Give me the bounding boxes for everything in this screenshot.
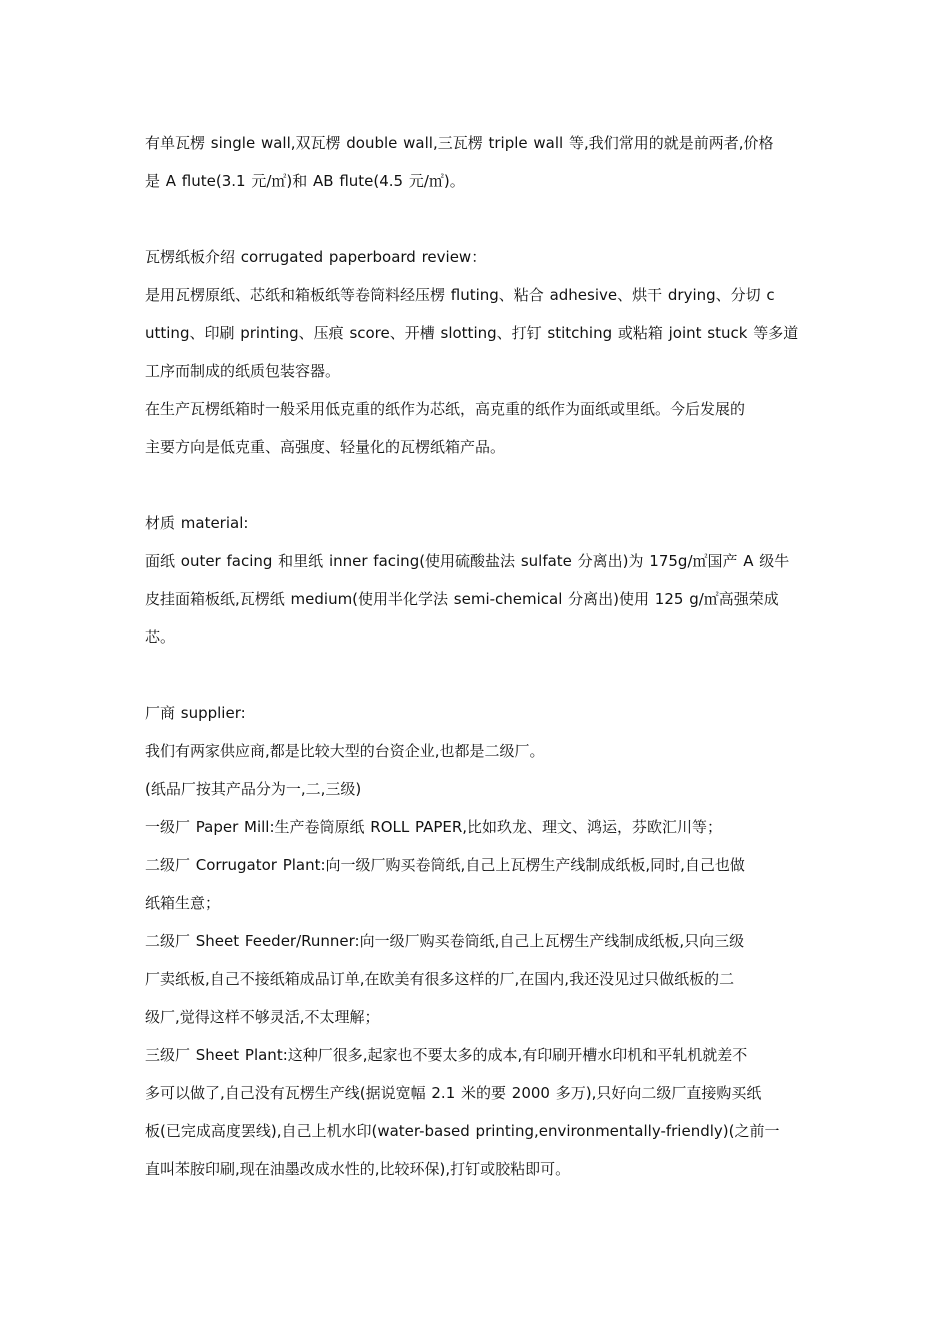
document-page [145,124,810,1188]
text-line: 芯。 [145,628,176,646]
material-section [145,504,810,656]
text-line: 二级厂 Corrugator Plant:向一级厂购买卷筒纸,自己上瓦楞生产线制成纸板,同时,自己也做 [145,856,745,874]
blank-line [145,200,810,238]
section-heading: 厂商 supplier: [145,704,246,722]
review-section [145,238,810,466]
text-line: 在生产瓦楞纸箱时一般采用低克重的纸作为芯纸，高克重的纸作为面纸或里纸。今后发展的 [145,400,746,418]
text-line: 皮挂面箱板纸,瓦楞纸 medium(使用半化学法 semi-chemical 分离出)使用 125 g/㎡高强荣成 [145,590,779,608]
supplier-section [145,694,810,1188]
text-line: 二级厂 Sheet Feeder/Runner:向一级厂购买卷筒纸,自己上瓦楞生产线制成纸板,只向三级 [145,932,745,950]
blank-line [145,466,810,504]
section-heading: 材质 material: [145,514,249,532]
text-line: 面纸 outer facing 和里纸 inner facing(使用硫酸盐法 sulfate 分离出)为 175g/㎡国产 A 级牛 [145,552,790,570]
text-line: 一级厂 Paper Mill:生产卷筒原纸 ROLL PAPER,比如玖龙、理文、鸿运，芬欧汇川等； [145,818,723,836]
text-line: 多可以做了,自己没有瓦楞生产线(据说宽幅 2.1 米的要 2000 多万),只好向二级厂直接购买纸 [145,1084,762,1102]
intro-paragraph [145,124,810,200]
text-line: 是 A flute(3.1 元/㎡)和 AB flute(4.5 元/㎡)。 [145,172,465,190]
text-line: 我们有两家供应商,都是比较大型的台资企业,也都是二级厂。 [145,742,545,760]
text-line: 级厂,觉得这样不够灵活,不太理解； [145,1008,380,1026]
blank-line [145,656,810,694]
text-line: utting、印刷 printing、压痕 score、开槽 slotting、打钉 stitching 或粘箱 joint stuck 等多道 [145,324,799,342]
text-line: (纸品厂按其产品分为一,二,三级) [145,780,362,798]
text-line: 主要方向是低克重、高强度、轻量化的瓦楞纸箱产品。 [145,438,506,456]
text-line: 三级厂 Sheet Plant:这种厂很多,起家也不要太多的成本,有印刷开槽水印机和平轧机就差不 [145,1046,748,1064]
text-line: 厂卖纸板,自己不接纸箱成品订单,在欧美有很多这样的厂,在国内,我还没见过只做纸板的二 [145,970,735,988]
text-line: 工序而制成的纸质包装容器。 [145,362,341,380]
section-heading: 瓦楞纸板介绍 corrugated paperboard review： [145,248,487,266]
text-line: 直叫苯胺印刷,现在油墨改成水性的,比较环保),打钉或胶粘即可。 [145,1160,571,1178]
text-line: 纸箱生意； [145,894,221,912]
text-line: 有单瓦楞 single wall,双瓦楞 double wall,三瓦楞 triple wall 等,我们常用的就是前两者,价格 [145,134,774,152]
text-line: 板(已完成高度罢线),自己上机水印(water-based printing,environmentally-friendly)(之前一 [145,1122,780,1140]
text-line: 是用瓦楞原纸、芯纸和箱板纸等卷筒料经压楞 fluting、粘合 adhesive、烘干 drying、分切 c [145,286,775,304]
